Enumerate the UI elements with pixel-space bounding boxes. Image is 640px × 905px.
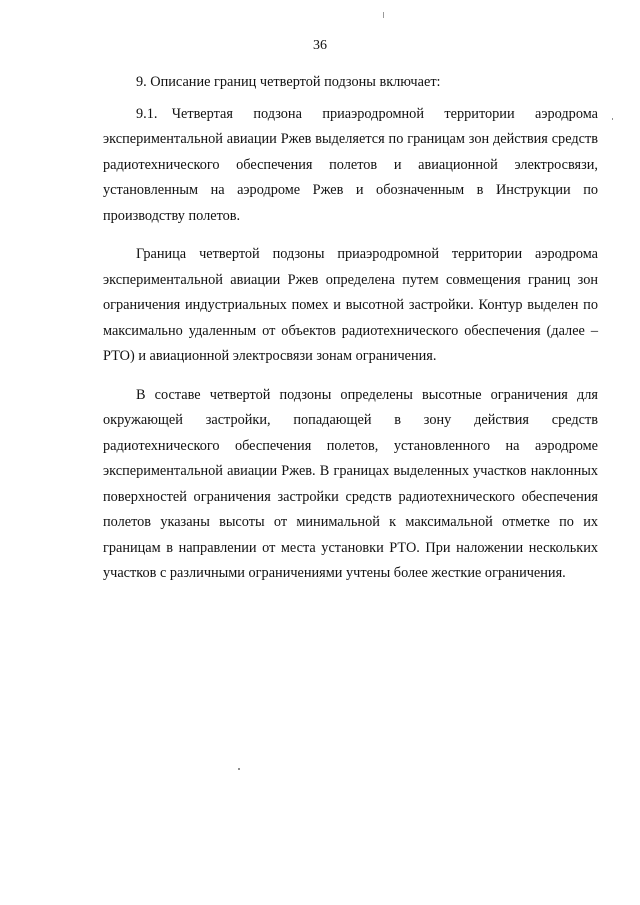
scan-artifact-mark — [383, 12, 384, 18]
section-heading: 9. Описание границ четвертой подзоны включает: — [136, 74, 441, 90]
paragraph-9-1: 9.1. Четвертая подзона приаэродромной территории аэродрома экспериментальной авиации Ржев выделяется по границам зон действия средств радиотехнического обеспечения полетов и авиационной электросвязи, установленным на аэродроме Ржев и обозначенным в Инструкции по производству полетов. — [103, 105, 598, 224]
document-body — [103, 70, 598, 587]
page-number: 36 — [313, 38, 327, 53]
paragraph-boundary: Граница четвертой подзоны приаэродромной территории аэродрома экспериментальной авиации Ржев определена путем совмещения границ зон ограничения индустриальных помех и высотной застройки. Контур выделен по максимально удаленным от объектов радиотехнического обеспечения (далее – РТО) и авиационной электросвязи зонам ограничения. — [103, 246, 598, 364]
scan-artifact-dot — [238, 768, 240, 770]
scan-artifact-dot — [612, 118, 613, 120]
paragraph-height-restrictions: В составе четвертой подзоны определены высотные ограничения для окружающей застройки, попадающей в зону действия средств радиотехнического обеспечения полетов, установленного на аэродроме экспериментальной авиации Ржев. В границах выделенных участков наклонных поверхностей ограничения застройки средств радиотехнического обеспечения полетов указаны высоты от минимальной к максимальной отметке по их границам в направлении от места установки РТО. При наложении нескольких участков с различными ограничениями учтены более жесткие ограничения. — [103, 386, 598, 581]
